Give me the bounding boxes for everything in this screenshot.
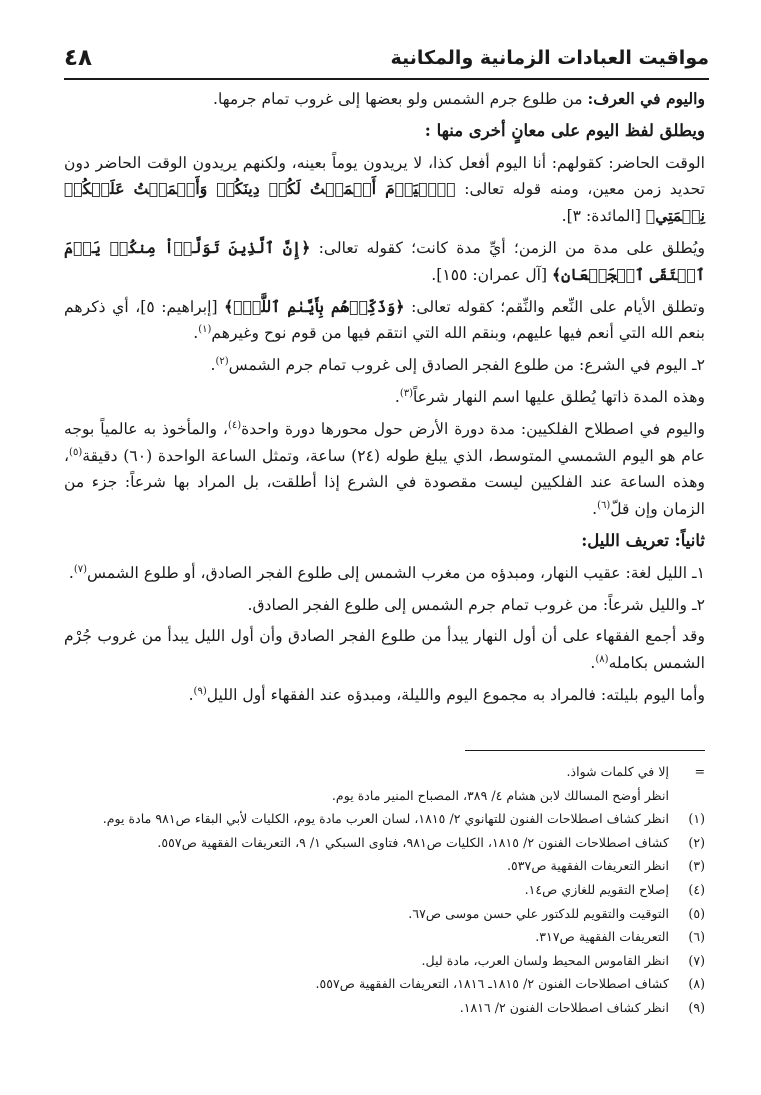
paragraph: ٢ـ والليل شرعاً: من غروب تمام جرم الشمس إلى طلوع الفجر الصادق. xyxy=(247,595,705,614)
footnote-ref[interactable]: (٩) xyxy=(193,685,207,697)
footnote: (٩) انظر كشاف اصطلاحات الفنون ٢/ ١٨١٦. xyxy=(459,999,705,1015)
paragraph: ١ـ الليل لغة: عقيب النهار، ومبدؤه من مغرب الشمس إلى طلوع الفجر الصادق، أو طلوع الشمس$^{(٧)}$. xyxy=(68,563,705,582)
paragraph: واليوم في اصطلاح الفلكيين: مدة دورة الأرض حول محورها دورة واحدة$^{(٤)}$، والمأخوذ به عالمياً بوجه عام هو اليوم الشمسي المتوسط، الذي يبلغ طوله (٢٤) ساعة، وتمثل الساعة الواحدة (٦٠) دقيقة$^{(٥)}$، وهذه الساعة عند الفلكيين ليست مقصودة في الشرع إذا أطلقت، بل المراد بها شرعاً: جزء من الزمان وإن قلّ$^{(٦)}$. xyxy=(64,419,706,519)
footnote: (٣) انظر التعريفات الفقهية ص٥٣٧. xyxy=(507,858,705,874)
footnote: (٤) إصلاح التقويم للغازي ص١٤. xyxy=(524,881,705,897)
footnote-ref[interactable]: (٦) xyxy=(597,499,611,511)
paragraph: واليوم في العرف: من طلوع جرم الشمس ولو بعضها إلى غروب تمام جرمها. xyxy=(213,89,705,108)
footnote-ref[interactable]: (٧) xyxy=(73,563,87,575)
paragraph: وتطلق الأيام على النِّعم والنِّقم؛ كقوله تعالى: ﴿وَذَكِّرۡهُم بِأَيَّىٰمِ ٱللَّهِۚ﴾ [إبراهيم: ٥]، أي ذكرهم بنعم الله التي أنعم فيها عليهم، وبنقم الله التي انتقم فيها من قوم نوح وغيرهم$^{(١)}$. xyxy=(64,296,705,343)
footnote: انظر أوضح المسالك لابن هشام ٤/ ٣٨٩، المصباح المنير مادة يوم. xyxy=(331,787,669,803)
footnote: (٥) التوقيت والتقويم للدكتور علي حسن موسى ص٦٧. xyxy=(408,905,705,921)
section-heading: ثانياً: تعريف الليل: xyxy=(581,530,705,550)
footnote: (٦) التعريفات الفقهية ص٣١٧. xyxy=(535,929,705,945)
footnote: (٢) كشاف اصطلاحات الفنون ٢/ ١٨١٥، الكليات ص٩٨١، فتاوى السبكي ١/ ٩، التعريفات الفقهية ص٥٥٧. xyxy=(157,834,705,850)
quran-verse: ﴿وَذَكِّرۡهُم بِأَيَّىٰمِ ٱللَّهِۚ﴾ xyxy=(224,296,405,316)
paragraph: وأما اليوم بليلته: فالمراد به مجموع اليوم والليلة، ومبدؤه عند الفقهاء أول الليل$^{(٩)}$. xyxy=(188,685,705,704)
footnote-ref[interactable]: (٤) xyxy=(227,419,242,431)
page-number: ٤٨ xyxy=(64,45,93,71)
section-heading: ويطلق لفظ اليوم على معانٍ أخرى منها : xyxy=(424,120,705,140)
footnote: (٧) انظر القاموس المحيط ولسان العرب، مادة ليل. xyxy=(421,952,705,968)
running-header xyxy=(64,38,709,80)
paragraph: ويُطلق على مدة من الزمن؛ أيِّ مدة كانت؛ كقوله تعالى: ﴿إِنَّ ٱلَّذِينَ تَوَلَّوۡاْ مِنكُمۡ يَوۡمَ ٱلۡتَقَى ٱلۡجَمۡعَانِ﴾ [آل عمران: ١٥٥]. xyxy=(64,237,705,284)
footnote-ref[interactable]: (١) xyxy=(198,324,212,336)
quran-verse: ﴿ٱلۡيَوۡمَ أَكۡمَلۡتُ لَكُمۡ دِينَكُمۡ وَأَتۡمَمۡتُ عَلَيۡكُمۡ نِعۡمَتِي﴾ xyxy=(64,179,705,226)
footnote-ref[interactable]: (٥) xyxy=(69,446,83,458)
footnotes xyxy=(62,760,705,1020)
paragraph: وهذه المدة ذاتها يُطلق عليها اسم النهار شرعاً$^{(٣)}$. xyxy=(394,387,705,406)
paragraph: وقد أجمع الفقهاء على أن أول النهار يبدأ من طلوع الفجر الصادق وأن أول الليل يبدأ من غروب جُرْم الشمس بكامله$^{(٨)}$. xyxy=(64,627,705,673)
paragraph: الوقت الحاضر: كقولهم: أنا اليوم أفعل كذا، لا يريدون يوماً بعينه، ولكنهم يريدون الوقت الحاضر دون تحديد زمن معين، ومنه قوله تعالى: ﴿ٱلۡيَوۡمَ أَكۡمَلۡتُ لَكُمۡ دِينَكُمۡ وَأَتۡمَمۡتُ عَلَيۡكُمۡ نِعۡمَتِي﴾ [المائدة: ٣]. xyxy=(64,153,705,226)
main-text xyxy=(64,86,705,714)
footnote-ref[interactable]: (٢) xyxy=(215,355,229,367)
quran-verse: ﴿إِنَّ ٱلَّذِينَ تَوَلَّوۡاْ مِنكُمۡ يَوۡمَ ٱلۡتَقَى ٱلۡجَمۡعَانِ﴾ xyxy=(64,237,705,284)
footnote-ref[interactable]: (٣) xyxy=(399,387,413,399)
paragraph: ٢ـ اليوم في الشرع: من طلوع الفجر الصادق إلى غروب تمام جرم الشمس$^{(٢)}$. xyxy=(210,355,705,375)
footnote-ref[interactable]: (٨) xyxy=(595,653,609,665)
footnote-divider xyxy=(465,750,705,751)
footnote: = إلا في كلمات شواذ. xyxy=(566,764,705,779)
footnote: (١) انظر كشاف اصطلاحات الفنون للتهانوي ٢/ ١٨١٥، لسان العرب مادة يوم، الكليات لأبي البقاء ص٩٨١ مادة يوم. xyxy=(102,811,705,827)
running-title: مواقيت العبادات الزمانية والمكانية xyxy=(390,47,709,69)
footnote: (٨) كشاف اصطلاحات الفنون ٢/ ١٨١٥ـ ١٨١٦، التعريفات الفقهية ص٥٥٧. xyxy=(315,976,705,992)
